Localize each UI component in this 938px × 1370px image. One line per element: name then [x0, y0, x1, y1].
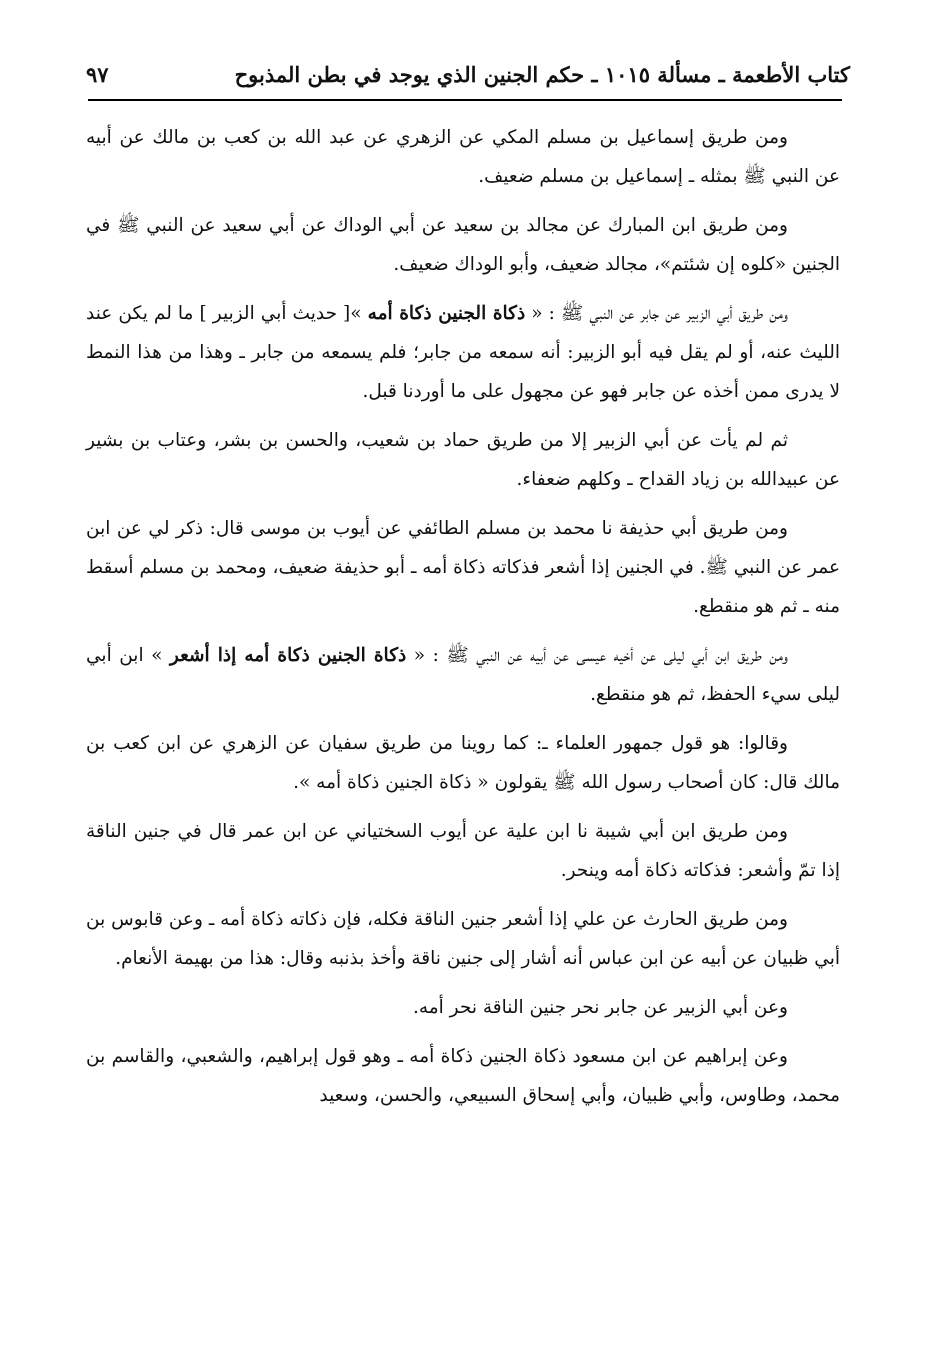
paragraph: ومن طريق ابن المبارك عن مجالد بن سعيد عن أبي الوداك عن أبي سعيد عن النبي ﷺ في الجنين «كلوه إن شئتم»، مجالد ضعيف، وأبو الوداك ضعيف. — [86, 215, 840, 275]
header-title: كتاب الأطعمة ـ مسألة ١٠١٥ ـ حكم الجنين الذي يوجد في بطن المذبوح — [234, 61, 850, 87]
paragraph: ومن طريق ابن أبي ليلى عن أخيه عيسى عن أبيه عن النبي ﷺ : « ذكاة الجنين ذكاة أمه إذا أشعر » ابن أبي ليلى سيء الحفظ، ثم هو منقطع. — [86, 645, 840, 705]
paragraph: وعن إبراهيم عن ابن مسعود ذكاة الجنين ذكاة أمه ـ وهو قول إبراهيم، والشعبي، والقاسم بن محمد، وطاوس، وأبي ظبيان، وأبي إسحاق السبيعي، والحسن، وسعيد — [86, 1046, 840, 1106]
paragraph: ومن طريق ابن أبي شيبة نا ابن علية عن أيوب السختياني عن ابن عمر قال في جنين الناقة إذا تمّ وأشعر: فذكاته ذكاة أمه وينحر. — [86, 821, 840, 881]
paragraph: ومن طريق إسماعيل بن مسلم المكي عن الزهري عن عبد الله بن كعب بن مالك عن أبيه عن النبي ﷺ بمثله ـ إسماعيل بن مسلم ضعيف. — [86, 127, 840, 187]
paragraph: وقالوا: هو قول جمهور العلماء ـ: كما روينا من طريق سفيان عن الزهري عن ابن كعب بن مالك قال: كان أصحاب رسول الله ﷺ يقولون « ذكاة الجنين ذكاة أمه ». — [86, 733, 840, 793]
hadith-quote: ذكاة الجنين ذكاة أمه — [367, 303, 526, 324]
paragraph: وعن أبي الزبير عن جابر نحر جنين الناقة نحر أمه. — [412, 997, 788, 1018]
page-number: ٩٧ — [86, 61, 109, 87]
paragraph: ومن طريق أبي الزبير عن جابر عن النبي ﷺ : « ذكاة الجنين ذكاة أمه »[ حديث أبي الزبير ] ما لم يكن عند الليث عنه، أو لم يقل فيه أبو الزبير: أنه سمعه من جابر؛ فلم يسمعه من جابر ـ وهذا من هذا النمط لا يدرى ممن أخذه عن جابر فهو عن مجهول على ما أوردنا قبل. — [86, 303, 840, 402]
hadith-quote: ذكاة الجنين ذكاة أمه إذا أشعر — [169, 645, 407, 666]
paragraph: ومن طريق أبي حذيفة نا محمد بن مسلم الطائفي عن أيوب بن موسى قال: ذكر لي عن ابن عمر عن النبي ﷺ. في الجنين إذا أشعر فذكاته ذكاة أمه ـ أبو حذيفة ضعيف، ومحمد بن مسلم أسقط منه ـ ثم هو منقطع. — [86, 518, 840, 617]
body-text — [86, 118, 840, 1125]
paragraph: ومن طريق الحارث عن علي إذا أشعر جنين الناقة فكله، فإن ذكاته ذكاة أمه ـ وعن قابوس بن أبي ظبيان عن أبيه عن ابن عباس أنه أشار إلى جنين ناقة وأخذ بذنبه وقال: هذا من بهيمة الأنعام. — [86, 909, 840, 969]
header-rule — [88, 99, 842, 101]
running-header — [86, 54, 850, 94]
paragraph: ثم لم يأت عن أبي الزبير إلا من طريق حماد بن شعيب، والحسن بن بشر، وعتاب بن بشير عن عبيدالله بن زياد القداح ـ وكلهم ضعفاء. — [86, 430, 840, 490]
